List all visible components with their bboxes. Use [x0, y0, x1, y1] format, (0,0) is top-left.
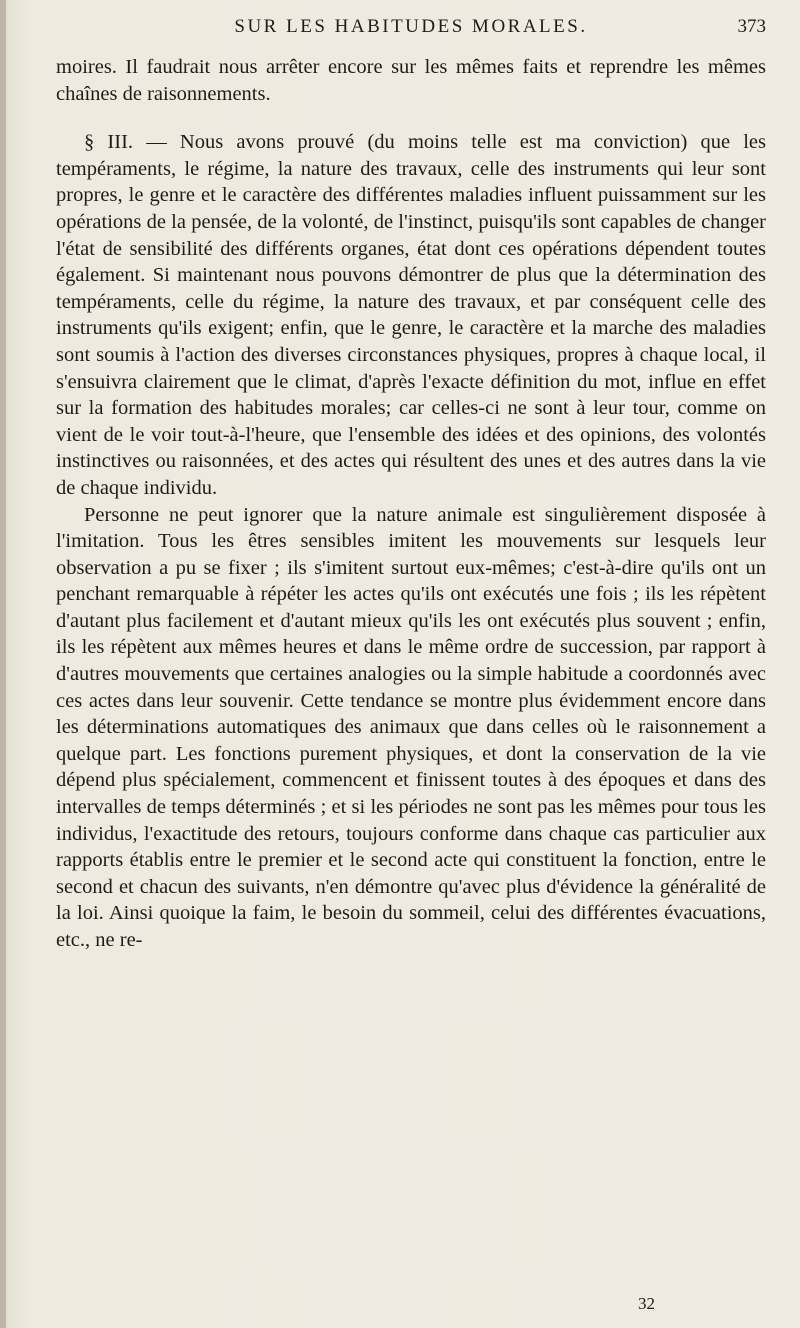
body-text [56, 54, 766, 954]
signature-mark: 32 [638, 1294, 655, 1313]
paragraph-continuation: moires. Il faudrait nous arrêter encore sur les mêmes faits et reprendre les mêmes chaînes de raisonnements. [56, 56, 766, 105]
paragraph-section-iii: § III. — Nous avons prouvé (du moins telle est ma conviction) que les tempéraments, le régime, la nature des travaux, celle des instruments qui leur sont propres, le genre et le caractère des différentes maladies influent puissamment sur les opérations de la pensée, de la volonté, de l'instinct, puisqu'ils sont capables de changer l'état de sensibilité des différents organes, état dont ces opérations dépendent toutes également. Si maintenant nous pouvons démontrer de plus que la détermination des tempéraments, celle du régime, la nature des travaux, et par conséquent celle des instruments qu'ils exigent; enfin, que le genre, le caractère et la marche des maladies sont soumis à l'action des diverses circonstances physiques, propres à chaque local, il s'ensuivra clairement que le climat, d'après l'exacte définition du mot, influe en effet sur la formation des habitudes morales; car celles-ci ne sont à leur tour, comme on vient de le voir tout-à-l'heure, que l'ensemble des idées et des opinions, des volontés instinctives ou raisonnées, et des actes qui résultent des unes et des autres dans la vie de chaque individu. [56, 131, 766, 499]
page-number: 373 [737, 16, 766, 37]
paragraph-imitation: Personne ne peut ignorer que la nature animale est singulièrement disposée à l'imitation. Tous les êtres sensibles imitent les mouvements sur lesquels leur observation a pu se fixer ; ils s'imitent surtout eux-mêmes; c'est-à-dire qu'ils ont un penchant remarquable à répéter les actes qu'ils ont exécutés une fois ; ils les répètent d'autant plus facilement et d'autant mieux qu'ils les ont exécutés plus souvent ; enfin, ils les répètent aux mêmes heures et dans le même ordre de succession, par rapport à d'autres mouvements que certaines analogies ou la simple habitude a coordonnés avec ces actes dans leur souvenir. Cette tendance se montre plus évidemment encore dans les déterminations automatiques des animaux que dans celles où le raisonnement a quelque part. Les fonctions purement physiques, et dont la conservation de la vie dépend plus spécialement, commencent et finissent toutes à des époques et dans des intervalles de temps déterminés ; et si les périodes ne sont pas les mêmes pour tous les individus, l'exactitude des retours, toujours conforme dans chaque cas particulier aux rapports établis entre le premier et le second acte qui constituent la fonction, entre le second et chacun des suivants, n'en démontre qu'avec plus d'évidence la généralité de la loi. Ainsi quoique la faim, le besoin du sommeil, celui des différentes évacuations, etc., ne re- [56, 503, 766, 951]
running-title: SUR LES HABITUDES MORALES. [234, 16, 588, 37]
page-gutter-shadow [0, 0, 6, 1328]
page-header [56, 8, 766, 44]
